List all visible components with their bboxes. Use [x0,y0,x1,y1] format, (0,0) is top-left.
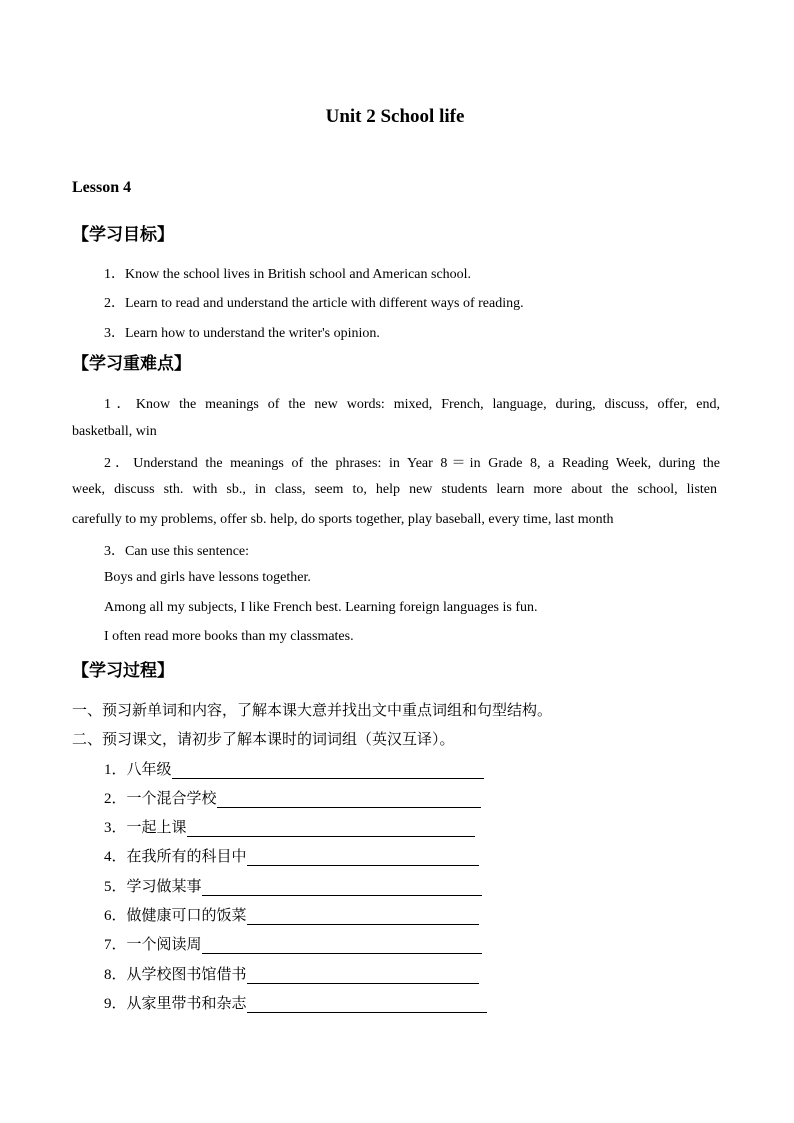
vocab-number: 9． [104,996,127,1012]
answer-blank[interactable] [247,851,479,866]
key-point-line: week, discuss sth. with sb., in class, seem to, help new students learn more about the school, listen [72,482,717,497]
example-sentence: Among all my subjects, I like French best. Learning foreign languages is fun. [104,600,538,615]
answer-blank[interactable] [247,998,487,1013]
vocab-term: 一个阅读周 [126,935,202,953]
answer-blank[interactable] [247,969,479,984]
vocab-number: 8． [104,967,127,983]
objective-item: 1．Know the school lives in British school and American school. [104,267,472,282]
vocab-item [104,904,479,925]
objective-item: 3．Learn how to understand the writer's opinion. [104,326,380,341]
objective-item: 2．Learn to read and understand the article with different ways of reading. [104,296,524,311]
example-sentence: I often read more books than my classmates. [104,629,354,644]
vocab-item [104,845,479,866]
vocab-number: 1． [104,762,127,778]
process-step: 二、预习课文，请初步了解本课时的词词组（英汉互译）。 [72,730,455,748]
vocab-item [104,992,487,1013]
vocab-term: 做健康可口的饭菜 [126,906,247,924]
answer-blank[interactable] [217,793,481,808]
example-sentence: Boys and girls have lessons together. [104,570,311,585]
vocab-number: 7． [104,937,127,953]
answer-blank[interactable] [172,764,484,779]
key-point-line: 2．Understand the meanings of the phrases: in Year 8＝in Grade 8, a Reading Week, during the [104,456,720,471]
vocab-item [104,933,482,954]
vocab-term: 学习做某事 [126,877,202,895]
vocab-item [104,787,481,808]
vocab-term: 从学校图书馆借书 [126,965,247,983]
objectives-heading: 【学习目标】 [72,225,174,245]
vocab-term: 一起上课 [126,818,187,836]
vocab-number: 5． [104,879,127,895]
vocab-item [104,963,479,984]
answer-blank[interactable] [187,822,475,837]
vocab-term: 从家里带书和杂志 [126,994,247,1012]
key-point-line: 3．Can use this sentence: [104,544,250,559]
vocab-number: 6． [104,908,127,924]
process-heading: 【学习过程】 [72,661,174,681]
vocab-number: 2． [104,791,127,807]
answer-blank[interactable] [202,939,482,954]
lesson-label: Lesson 4 [72,179,132,196]
key-point-line: basketball, win [72,424,157,439]
key-point-line: carefully to my problems, offer sb. help, do sports together, play baseball, every time, last month [72,512,614,527]
process-step: 一、预习新单词和内容，了解本课大意并找出文中重点词组和句型结构。 [72,701,553,719]
vocab-item [104,816,475,837]
vocab-item [104,758,484,779]
key-points-heading: 【学习重难点】 [72,354,191,374]
vocab-number: 4． [104,849,127,865]
page-title: Unit 2 School life [325,106,465,127]
vocab-term: 在我所有的科目中 [126,847,247,865]
vocab-number: 3． [104,820,127,836]
vocab-item [104,875,482,896]
key-point-line: 1．Know the meanings of the new words: mixed, French, language, during, discuss, offer, end, [104,397,720,412]
vocab-term: 一个混合学校 [126,789,217,807]
answer-blank[interactable] [247,910,479,925]
vocab-term: 八年级 [126,760,172,778]
answer-blank[interactable] [202,881,482,896]
